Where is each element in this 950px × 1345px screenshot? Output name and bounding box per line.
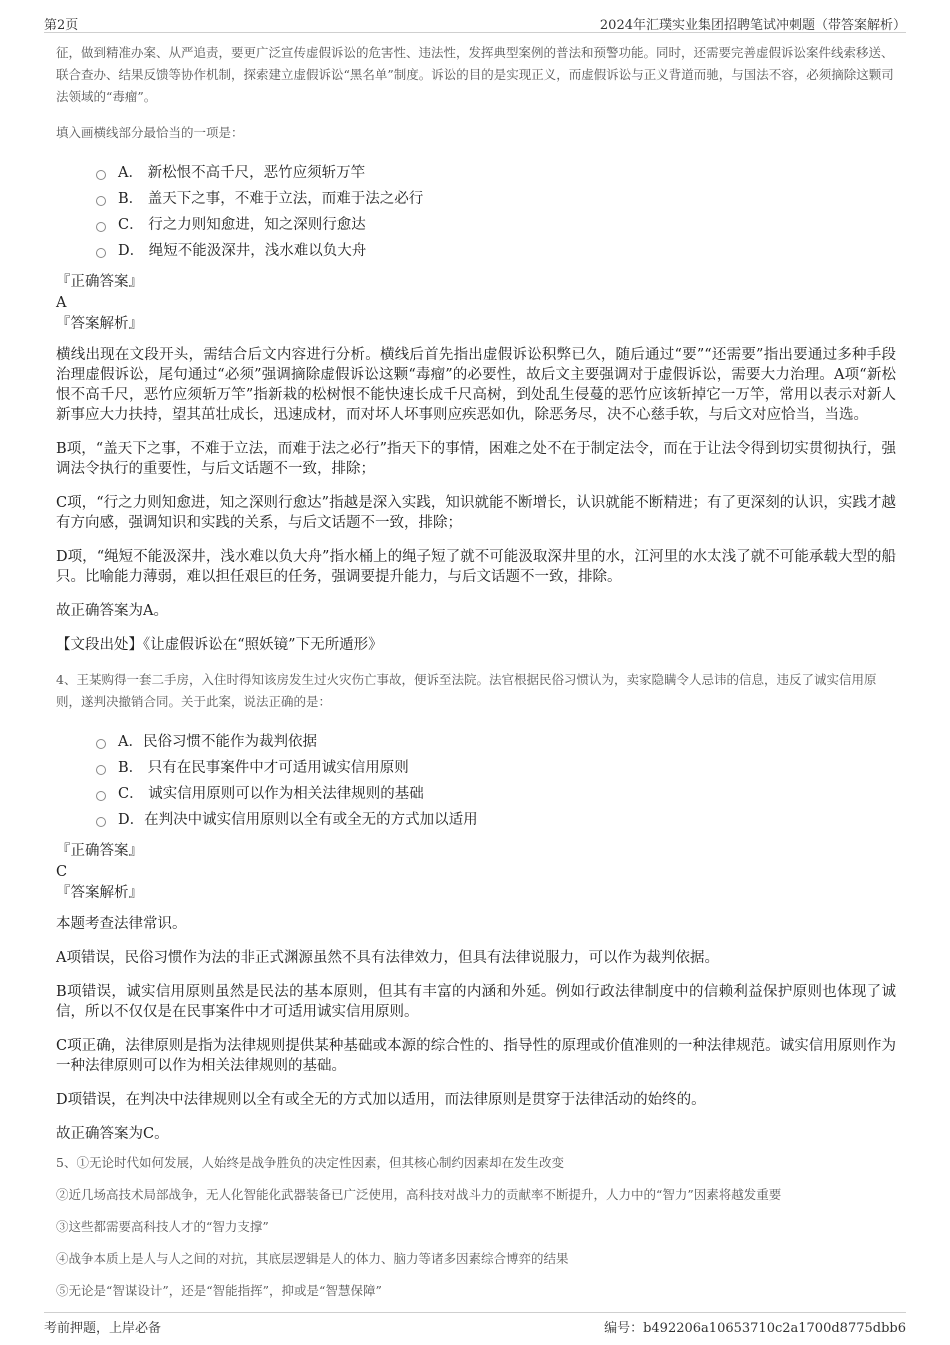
q4-answer: C [56, 864, 68, 880]
q3-analysis-label: 『答案解析』 [56, 316, 143, 332]
q4-conclusion: 故正确答案为C。 [56, 1126, 169, 1142]
footer-slogan: 考前押题，上岸必备 [44, 1321, 162, 1336]
q3-prompt: 填入画横线部分最恰当的一项是： [56, 125, 244, 140]
q4-analysis-intro: 本题考查法律常识。 [56, 916, 187, 932]
q4-answer-label: 『正确答案』 [56, 843, 143, 859]
radio-icon[interactable] [96, 196, 106, 206]
document-id: 编号：b492206a10653710c2a1700d8775dbb6 [604, 1321, 906, 1336]
page-header [44, 12, 906, 33]
q5-line-3: ③这些都需要高科技人才的“智力支撑” [56, 1219, 269, 1234]
q5-line-5: ⑤无论是“智谋设计”，还是“智能指挥”，抑或是“智慧保障” [56, 1283, 382, 1298]
radio-icon[interactable] [96, 817, 106, 827]
q4-analysis-a: A项错误，民俗习惯作为法的非正式渊源虽然不具有法律效力，但具有法律说服力，可以作为裁判依据。 [56, 950, 719, 966]
q3-analysis-c: C项，“行之力则知愈进，知之深则行愈达”指越是深入实践，知识就能不断增长，认识就能不断精进；有了更深刻的认识，实践才越有方向感，强调知识和实践的关系，与后文话题不一致，排除； [56, 495, 896, 531]
q4-analysis-d: D项错误，在判决中法律规则以全有或全无的方式加以适用，而法律原则是贯穿于法律活动的始终的。 [56, 1092, 706, 1108]
q3-answer-label: 『正确答案』 [56, 274, 143, 290]
q4-analysis-b: B项错误，诚实信用原则虽然是民法的基本原则，但其有丰富的内涵和外延。例如行政法律制度中的信赖利益保护原则也体现了诚信，所以不仅仅是在民事案件中才可适用诚实信用原则。 [56, 984, 896, 1020]
q3-analysis-d: D项，“绳短不能汲深井，浅水难以负大舟”指水桶上的绳子短了就不可能汲取深井里的水，江河里的水太浅了就不可能承载大型的船只。比喻能力薄弱，难以担任艰巨的任务，强调要提升能力，与后文话题不一致，排除。 [56, 549, 896, 585]
q3-options [96, 160, 896, 264]
page-number: 第2页 [44, 18, 79, 33]
q5-line-2: ②近几场高技术局部战争，无人化智能化武器装备已广泛使用，高科技对战斗力的贡献率不断提升，人力中的“智力”因素将越发重要 [56, 1187, 782, 1202]
page-footer [44, 1312, 906, 1335]
q4-option-c[interactable]: C． 诚实信用原则可以作为相关法律规则的基础 [96, 781, 896, 807]
q3-source: 【文段出处】《让虚假诉讼在“照妖镜”下无所遁形》 [56, 637, 383, 653]
page-content [56, 42, 896, 1302]
q3-passage-tail: 征，做到精准办案、从严追责，要更广泛宣传虚假诉讼的危害性、违法性，发挥典型案例的普法和预警功能。同时，还需要完善虚假诉讼案件线索移送、联合查办、结果反馈等协作机制，探索建立虚假诉讼“黑名单”制度。诉讼的目的是实现正义，而虚假诉讼与正义背道而驰，与国法不容，必须摘除这颗司法领域的“毒瘤”。 [56, 45, 894, 104]
q3-option-a[interactable]: A． 新松恨不高千尺，恶竹应须斩万竿 [96, 160, 896, 186]
radio-icon[interactable] [96, 765, 106, 775]
radio-icon[interactable] [96, 222, 106, 232]
radio-icon[interactable] [96, 791, 106, 801]
q4-option-b[interactable]: B． 只有在民事案件中才可适用诚实信用原则 [96, 755, 896, 781]
q3-analysis-main: 横线出现在文段开头，需结合后文内容进行分析。横线后首先指出虚假诉讼积弊已久，随后通过“要”“还需要”指出要通过多种手段治理虚假诉讼，尾句通过“必须”强调摘除虚假诉讼这颗“毒瘤”的必要性，故后文主要强调对于虚假诉讼，需要大力治理。A项“新松恨不高千尺，恶竹应须斩万竿”指新栽的松树恨不能快速长成千尺高树，到处乱生侵蔓的恶竹应该斩掉它一万竿，常用以表示对新人新事应大力扶持，望其茁壮成长，迅速成材，而对坏人坏事则应疾恶如仇，除恶务尽，决不心慈手软，与后文对应恰当，当选。 [56, 347, 896, 423]
q4-options [96, 729, 896, 833]
q4-analysis-c: C项正确，法律原则是指为法律规则提供某种基础或本源的综合性的、指导性的原理或价值准则的一种法律规范。诚实信用原则作为一种法律原则可以作为相关法律规则的基础。 [56, 1038, 896, 1074]
radio-icon[interactable] [96, 739, 106, 749]
q3-analysis-b: B项，“盖天下之事，不难于立法，而难于法之必行”指天下的事情，困难之处不在于制定法令，而在于让法令得到切实贯彻执行，强调法令执行的重要性，与后文话题不一致，排除； [56, 441, 896, 477]
q3-answer: A [56, 295, 67, 311]
radio-icon[interactable] [96, 170, 106, 180]
q5-line-1: 5、①无论时代如何发展，人始终是战争胜负的决定性因素，但其核心制约因素却在发生改变 [56, 1155, 564, 1170]
radio-icon[interactable] [96, 248, 106, 258]
q4-stem: 4、王某购得一套二手房，入住时得知该房发生过火灾伤亡事故，便诉至法院。法官根据民俗习惯认为，卖家隐瞒令人忌讳的信息，违反了诚实信用原则，遂判决撤销合同。关于此案，说法正确的是： [56, 672, 877, 709]
q4-option-a[interactable]: A．民俗习惯不能作为裁判依据 [96, 729, 896, 755]
q4-analysis-label: 『答案解析』 [56, 885, 143, 901]
q4-option-d[interactable]: D．在判决中诚实信用原则以全有或全无的方式加以适用 [96, 807, 896, 833]
document-title: 2024年汇璞实业集团招聘笔试冲刺题（带答案解析） [599, 18, 906, 33]
q3-conclusion: 故正确答案为A。 [56, 603, 168, 619]
q3-option-d[interactable]: D． 绳短不能汲深井，浅水难以负大舟 [96, 238, 896, 264]
q3-option-b[interactable]: B． 盖天下之事，不难于立法，而难于法之必行 [96, 186, 896, 212]
q3-option-c[interactable]: C． 行之力则知愈进，知之深则行愈达 [96, 212, 896, 238]
q5-line-4: ④战争本质上是人与人之间的对抗，其底层逻辑是人的体力、脑力等诸多因素综合博弈的结果 [56, 1251, 569, 1266]
